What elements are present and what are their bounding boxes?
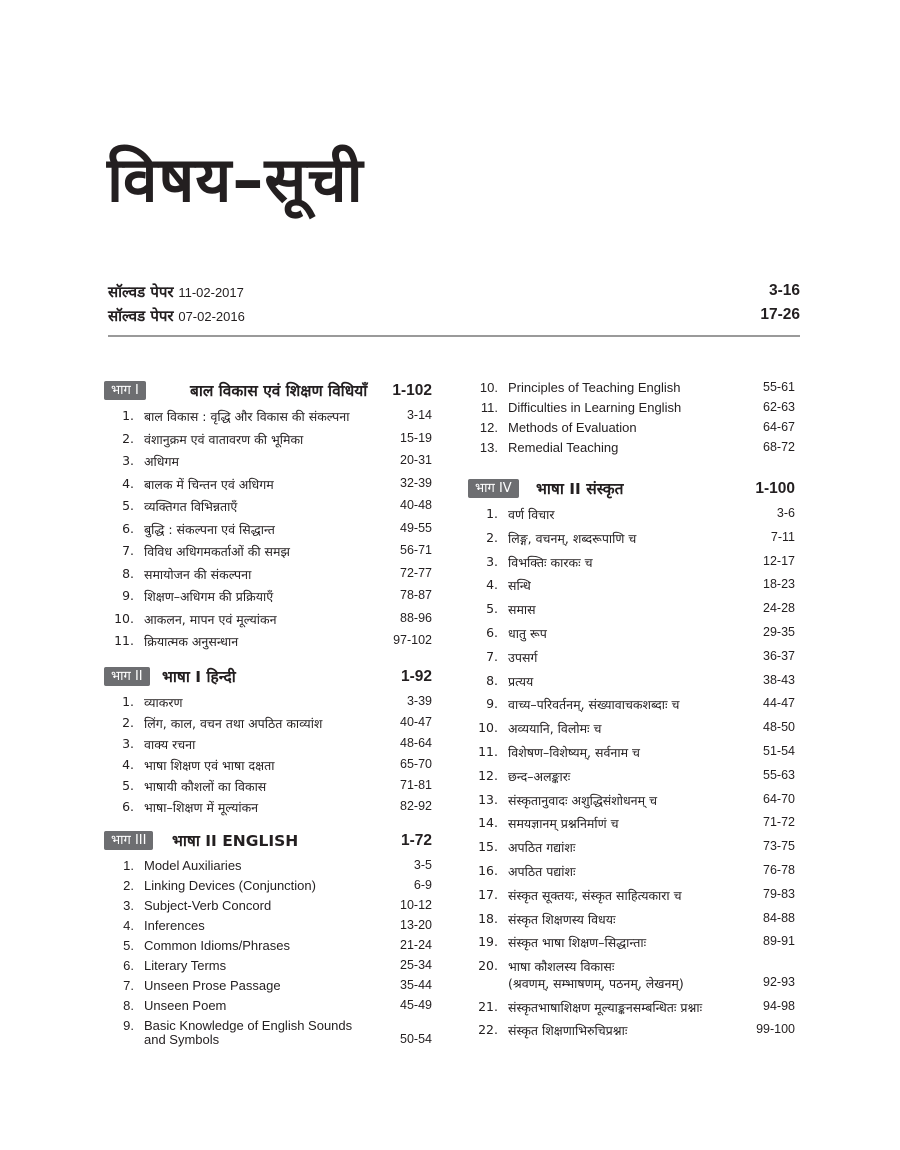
toc-item-number: 8. bbox=[123, 997, 134, 1013]
toc-item[interactable] bbox=[104, 976, 432, 996]
toc-item-title: वंशानुक्रम एवं वातावरण की भूमिका bbox=[144, 431, 304, 447]
toc-item-title: भाषायी कौशलों का विकास bbox=[144, 778, 267, 794]
toc-item-number: 13. bbox=[478, 791, 498, 807]
toc-item-number: 14. bbox=[478, 815, 498, 831]
toc-item-pages: 48-64 bbox=[400, 735, 432, 750]
toc-item-pages: 48-50 bbox=[763, 720, 795, 735]
toc-item-title: आकलन, मापन एवं मूल्यांकन bbox=[144, 611, 277, 627]
toc-item[interactable] bbox=[104, 519, 432, 542]
toc-item-pages: 76-78 bbox=[763, 862, 795, 877]
section-badge: भाग I bbox=[104, 381, 146, 400]
toc-item[interactable] bbox=[104, 564, 432, 587]
toc-item[interactable] bbox=[104, 713, 432, 734]
toc-item[interactable] bbox=[468, 623, 795, 647]
toc-item-number: 6. bbox=[486, 624, 498, 640]
toc-item[interactable] bbox=[104, 586, 432, 609]
toc-item-pages: 10-12 bbox=[400, 897, 432, 912]
toc-item[interactable] bbox=[104, 692, 432, 713]
section-badge: भाग II bbox=[104, 667, 150, 686]
toc-item[interactable] bbox=[104, 956, 432, 976]
toc-item-number: 3. bbox=[123, 897, 134, 913]
solved-paper-row[interactable] bbox=[108, 306, 800, 328]
section-title: बाल विकास एवं शिक्षण विधियाँ bbox=[190, 382, 368, 400]
section-pages: 1-100 bbox=[755, 480, 795, 497]
toc-item-number: 1. bbox=[122, 408, 134, 423]
toc-item-title: संस्कृत शिक्षणाभिरुचिप्रश्नाः bbox=[508, 1023, 628, 1039]
toc-item-number: 6. bbox=[122, 520, 134, 536]
section-pages: 1-72 bbox=[400, 831, 432, 849]
toc-item-title: क्रियात्मक अनुसन्धान bbox=[144, 634, 239, 649]
toc-item-pages: 64-67 bbox=[763, 420, 795, 434]
toc-item-number: 4. bbox=[486, 577, 498, 593]
section-header[interactable] bbox=[104, 664, 432, 690]
toc-item-number: 11. bbox=[480, 400, 498, 415]
toc-item-title: भाषा कौशलस्य विकासः bbox=[508, 959, 615, 975]
toc-item-title: Linking Devices (Conjunction) bbox=[144, 877, 316, 893]
toc-item-number: 2. bbox=[122, 714, 134, 730]
toc-item-title: छन्द–अलङ्कारः bbox=[508, 768, 571, 784]
toc-item-title: Unseen Prose Passage bbox=[144, 977, 281, 993]
toc-item-title: विशेषण–विशेष्यम्, सर्वनाम च bbox=[508, 744, 640, 760]
toc-item[interactable] bbox=[468, 956, 795, 996]
toc-item-number: 11. bbox=[478, 743, 498, 759]
toc-item-number: 4. bbox=[122, 756, 134, 772]
toc-item[interactable] bbox=[104, 406, 432, 429]
toc-item-number: 19. bbox=[478, 934, 498, 950]
toc-item[interactable] bbox=[104, 916, 432, 936]
toc-item-pages: 89-91 bbox=[763, 934, 795, 949]
section-title: भाषा I हिन्दी bbox=[162, 667, 236, 686]
toc-item-number: 5. bbox=[486, 601, 498, 617]
toc-item-title: संस्कृत भाषा शिक्षण–सिद्धान्ताः bbox=[508, 935, 647, 951]
toc-item-title: अपठित गद्यांशः bbox=[508, 840, 576, 856]
toc-item-number: 10. bbox=[114, 610, 134, 626]
toc-item-title: Inferences bbox=[144, 917, 205, 933]
toc-item[interactable] bbox=[468, 997, 795, 1021]
toc-item-pages: 64-70 bbox=[763, 791, 795, 806]
toc-item[interactable] bbox=[104, 429, 432, 452]
toc-item-number: 2. bbox=[123, 877, 134, 893]
toc-item-pages: 50-54 bbox=[400, 1031, 432, 1046]
toc-item-title: लिंग, काल, वचन तथा अपठित काव्यांश bbox=[144, 715, 323, 731]
toc-item-number: 9. bbox=[122, 588, 134, 603]
toc-item-pages: 3-39 bbox=[406, 693, 432, 708]
toc-item[interactable] bbox=[468, 671, 795, 695]
solved-paper-label: सॉल्वड पेपर bbox=[108, 307, 174, 325]
toc-item[interactable] bbox=[468, 528, 795, 552]
section-badge: भाग IV bbox=[468, 479, 519, 498]
toc-item-pages: 55-61 bbox=[763, 380, 795, 394]
toc-item-title: प्रत्यय bbox=[508, 673, 534, 689]
toc-item-title: लिङ्ग, वचनम्, शब्दरूपाणि च bbox=[508, 530, 637, 546]
toc-item-pages: 6-9 bbox=[413, 877, 432, 892]
toc-item-number: 12. bbox=[478, 767, 498, 783]
toc-item-pages: 65-70 bbox=[400, 756, 432, 771]
toc-item[interactable] bbox=[104, 631, 432, 654]
toc-item-pages: 72-77 bbox=[400, 565, 432, 580]
toc-item-title: धातु रूप bbox=[508, 625, 547, 641]
toc-item-number: 17. bbox=[478, 886, 498, 902]
toc-item[interactable] bbox=[468, 1020, 795, 1044]
toc-item[interactable] bbox=[104, 797, 432, 818]
toc-item-title: Literary Terms bbox=[144, 957, 227, 973]
toc-item-title: समास bbox=[508, 602, 536, 618]
toc-item[interactable] bbox=[104, 474, 432, 497]
toc-item-pages: 62-63 bbox=[763, 400, 795, 414]
toc-item-title: संस्कृतानुवादः अशुद्धिसंशोधनम् च bbox=[508, 792, 658, 808]
solved-paper-date: 07-02-2016 bbox=[178, 309, 245, 324]
toc-item-title: Difficulties in Learning English bbox=[508, 400, 682, 415]
toc-item-title: संस्कृत सूक्तयः, संस्कृत साहित्यकारा च bbox=[508, 887, 682, 903]
toc-item-number: 2. bbox=[122, 430, 134, 446]
toc-item-number: 10. bbox=[479, 380, 498, 395]
section-header[interactable] bbox=[104, 378, 432, 404]
toc-item-pages: 21-24 bbox=[400, 937, 432, 952]
toc-item-pages: 3-14 bbox=[406, 408, 432, 422]
toc-item-title: Subject-Verb Concord bbox=[144, 897, 272, 913]
toc-item[interactable] bbox=[104, 1016, 432, 1050]
toc-item-number: 9. bbox=[123, 1017, 134, 1033]
toc-item-number: 1. bbox=[486, 506, 498, 521]
solved-paper-label: सॉल्वड पेपर bbox=[108, 283, 174, 301]
toc-item[interactable] bbox=[468, 861, 795, 885]
solved-paper-row[interactable] bbox=[108, 282, 800, 304]
toc-item-title: भाषा शिक्षण एवं भाषा दक्षता bbox=[144, 757, 275, 773]
solved-paper-pages: 17-26 bbox=[760, 306, 800, 323]
toc-item-title-cont: and Symbols bbox=[144, 1031, 220, 1047]
toc-item-pages: 7-11 bbox=[770, 529, 795, 544]
solved-paper-date: 11-02-2017 bbox=[178, 285, 244, 300]
toc-item-title: बुद्धि : संकल्पना एवं सिद्धान्त bbox=[144, 521, 275, 537]
toc-item[interactable] bbox=[468, 647, 795, 671]
divider bbox=[108, 335, 800, 337]
toc-item[interactable] bbox=[104, 496, 432, 519]
toc-item[interactable] bbox=[468, 742, 795, 766]
toc-item[interactable] bbox=[468, 378, 795, 398]
toc-item-number: 18. bbox=[478, 910, 498, 926]
toc-item-pages: 36-37 bbox=[763, 648, 795, 663]
toc-item-title: अपठित पद्यांशः bbox=[508, 863, 576, 879]
toc-item[interactable] bbox=[468, 398, 795, 418]
toc-item-pages: 3-6 bbox=[776, 506, 795, 520]
toc-item-pages: 38-43 bbox=[763, 672, 795, 687]
toc-item[interactable] bbox=[468, 552, 795, 576]
toc-item-title: संस्कृतभाषाशिक्षण मूल्याङ्कनसम्बन्धितः प्रश्नाः bbox=[508, 999, 703, 1015]
toc-column-left bbox=[104, 378, 432, 1050]
toc-item-pages: 40-47 bbox=[400, 714, 432, 729]
toc-item-title: अव्ययानि, विलोमः च bbox=[508, 721, 602, 737]
toc-item-number: 7. bbox=[122, 543, 134, 558]
toc-item-number: 13. bbox=[479, 440, 498, 455]
toc-item-number: 3. bbox=[486, 553, 498, 569]
toc-item[interactable] bbox=[468, 885, 795, 909]
toc-item[interactable] bbox=[104, 541, 432, 564]
toc-item-pages: 25-34 bbox=[400, 957, 432, 972]
toc-item-number: 8. bbox=[122, 565, 134, 581]
toc-item[interactable] bbox=[104, 776, 432, 797]
toc-item-number: 3. bbox=[122, 453, 134, 468]
toc-item-number: 1. bbox=[123, 857, 134, 873]
toc-item-pages: 79-83 bbox=[763, 886, 795, 901]
toc-item-title: वाच्य–परिवर्तनम्, संख्यावाचकशब्दाः च bbox=[508, 697, 680, 713]
toc-item-title: बालक में चिन्तन एवं अधिगम bbox=[144, 476, 274, 492]
toc-item-pages: 94-98 bbox=[763, 998, 795, 1013]
toc-item-number: 8. bbox=[486, 672, 498, 688]
section-header[interactable] bbox=[468, 476, 795, 502]
toc-item-pages: 44-47 bbox=[763, 696, 795, 711]
toc-item[interactable] bbox=[468, 932, 795, 956]
toc-item-number: 9. bbox=[486, 696, 498, 712]
toc-item[interactable] bbox=[468, 438, 795, 458]
toc-item[interactable] bbox=[468, 790, 795, 814]
toc-item[interactable] bbox=[468, 766, 795, 790]
toc-item[interactable] bbox=[468, 418, 795, 438]
toc-item[interactable] bbox=[104, 936, 432, 956]
toc-item-title-cont: (श्रवणम्, सम्भाषणम्, पठनम्, लेखनम्) bbox=[508, 976, 684, 992]
toc-item[interactable] bbox=[468, 909, 795, 933]
toc-item[interactable] bbox=[104, 856, 432, 876]
section-pages: 1-92 bbox=[400, 667, 432, 685]
section-header[interactable] bbox=[104, 828, 432, 854]
toc-item[interactable] bbox=[468, 718, 795, 742]
toc-item-pages: 49-55 bbox=[400, 520, 432, 535]
toc-item-number: 3. bbox=[122, 735, 134, 751]
toc-item-title: विविध अधिगमकर्ताओं की समझ bbox=[144, 544, 290, 559]
toc-item-number: 20. bbox=[478, 958, 498, 974]
toc-item[interactable] bbox=[104, 996, 432, 1016]
toc-item[interactable] bbox=[468, 575, 795, 599]
toc-item-pages: 3-5 bbox=[413, 857, 432, 872]
toc-item-title: उपसर्ग bbox=[508, 649, 538, 665]
toc-item[interactable] bbox=[104, 896, 432, 916]
toc-item-number: 6. bbox=[122, 798, 134, 814]
toc-item-pages: 68-72 bbox=[763, 440, 795, 454]
toc-item-number: 2. bbox=[486, 529, 498, 545]
toc-item-pages: 51-54 bbox=[763, 743, 795, 758]
toc-item-number: 21. bbox=[478, 998, 498, 1014]
toc-item-title: अधिगम bbox=[144, 454, 179, 469]
toc-item[interactable] bbox=[104, 755, 432, 776]
toc-item-number: 22. bbox=[478, 1022, 498, 1038]
toc-item-number: 4. bbox=[122, 475, 134, 491]
toc-item-title: भाषा–शिक्षण में मूल्यांकन bbox=[144, 799, 259, 815]
toc-item-pages: 20-31 bbox=[400, 453, 432, 467]
toc-item[interactable] bbox=[468, 504, 795, 528]
toc-item[interactable] bbox=[104, 876, 432, 896]
toc-item-title: संस्कृत शिक्षणस्य विधयः bbox=[508, 911, 616, 927]
toc-item-number: 1. bbox=[122, 693, 134, 709]
toc-item-pages: 88-96 bbox=[400, 610, 432, 625]
toc-item-pages: 15-19 bbox=[400, 430, 432, 445]
toc-item-pages: 71-72 bbox=[763, 815, 795, 830]
toc-item[interactable] bbox=[468, 837, 795, 861]
toc-item-title: Methods of Evaluation bbox=[508, 420, 637, 435]
toc-item[interactable] bbox=[468, 813, 795, 837]
toc-item-pages: 71-81 bbox=[400, 777, 432, 792]
toc-item-title: बाल विकास : वृद्धि और विकास की संकल्पना bbox=[144, 409, 350, 424]
section-pages: 1-102 bbox=[392, 382, 432, 399]
toc-item-pages: 99-100 bbox=[756, 1022, 795, 1037]
toc-item-title: सन्धि bbox=[508, 578, 531, 594]
toc-item-number: 11. bbox=[114, 633, 134, 648]
toc-item[interactable] bbox=[104, 734, 432, 755]
toc-item-title: व्याकरण bbox=[144, 694, 183, 710]
toc-item-title: विभक्तिः कारकः च bbox=[508, 554, 593, 570]
toc-item-number: 12. bbox=[479, 420, 498, 435]
toc-item-number: 7. bbox=[486, 648, 498, 664]
toc-item-pages: 78-87 bbox=[400, 588, 432, 602]
toc-item-title: समायोजन की संकल्पना bbox=[144, 566, 252, 582]
toc-item-pages: 92-93 bbox=[763, 975, 795, 990]
toc-item-pages: 82-92 bbox=[400, 798, 432, 813]
toc-item-title: Common Idioms/Phrases bbox=[144, 937, 290, 953]
toc-item-title: वर्ण विचार bbox=[508, 507, 555, 522]
toc-item-pages: 18-23 bbox=[763, 577, 795, 592]
toc-item-number: 5. bbox=[123, 937, 134, 953]
toc-item-title: Principles of Teaching English bbox=[508, 380, 681, 395]
solved-paper-pages: 3-16 bbox=[768, 282, 800, 299]
page-title: विषय–सूची bbox=[107, 143, 364, 216]
toc-item-number: 6. bbox=[123, 957, 134, 973]
toc-item-pages: 97-102 bbox=[393, 633, 432, 647]
toc-item-number: 5. bbox=[122, 498, 134, 513]
toc-item-pages: 12-17 bbox=[763, 553, 795, 568]
toc-item-pages: 84-88 bbox=[763, 910, 795, 925]
toc-item-pages: 40-48 bbox=[400, 498, 432, 512]
toc-item-title: वाक्य रचना bbox=[144, 736, 196, 752]
toc-item-number: 7. bbox=[123, 977, 134, 993]
section-title: भाषा II ENGLISH bbox=[172, 831, 299, 850]
toc-item-pages: 56-71 bbox=[400, 543, 432, 557]
toc-item-number: 15. bbox=[478, 839, 498, 855]
toc-column-right bbox=[468, 378, 795, 1044]
toc-item-pages: 45-49 bbox=[400, 997, 432, 1012]
toc-item-title: समयज्ञानम् प्रश्ननिर्माणं च bbox=[508, 816, 619, 832]
section-badge: भाग III bbox=[104, 831, 153, 850]
toc-item-pages: 73-75 bbox=[763, 839, 795, 854]
toc-item-pages: 55-63 bbox=[763, 767, 795, 782]
toc-item[interactable] bbox=[104, 451, 432, 474]
toc-item-number: 5. bbox=[122, 777, 134, 793]
toc-item-title: Basic Knowledge of English Sounds bbox=[144, 1017, 353, 1033]
toc-item[interactable] bbox=[104, 609, 432, 632]
section-title: भाषा II संस्कृत bbox=[536, 480, 624, 498]
toc-item-title: शिक्षण–अधिगम की प्रक्रियाएँ bbox=[144, 589, 274, 604]
toc-item-number: 4. bbox=[123, 917, 134, 933]
toc-item-pages: 29-35 bbox=[763, 624, 795, 639]
toc-item-title: Model Auxiliaries bbox=[144, 857, 242, 873]
toc-item[interactable] bbox=[468, 599, 795, 623]
toc-item-number: 10. bbox=[478, 720, 498, 736]
toc-item-title: Unseen Poem bbox=[144, 997, 227, 1013]
toc-item-title: Remedial Teaching bbox=[508, 440, 619, 455]
toc-item-title: व्यक्तिगत विभिन्नताएँ bbox=[144, 499, 238, 514]
toc-item-pages: 24-28 bbox=[763, 601, 795, 616]
toc-item-pages: 13-20 bbox=[400, 917, 432, 932]
toc-item-number: 16. bbox=[478, 862, 498, 878]
toc-item-pages: 35-44 bbox=[400, 977, 432, 992]
toc-item-pages: 32-39 bbox=[400, 475, 432, 490]
toc-item[interactable] bbox=[468, 694, 795, 718]
